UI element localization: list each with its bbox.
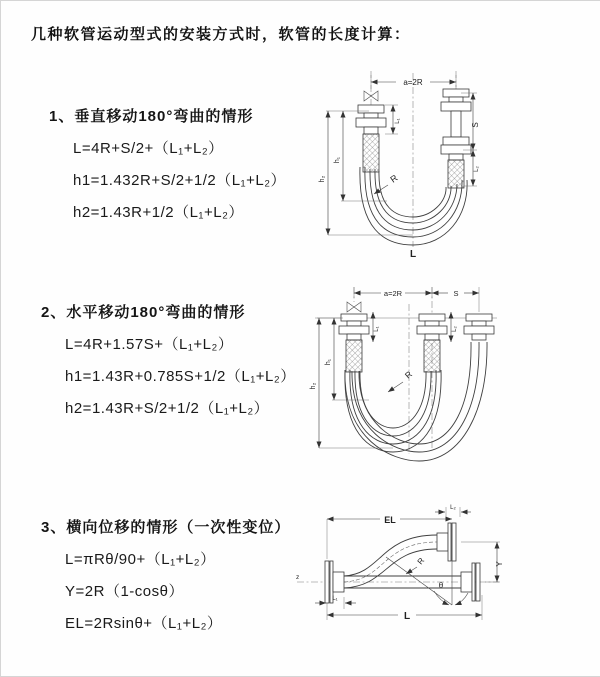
upper-right-flange-moved (437, 523, 456, 561)
dimension-a-2r (354, 287, 432, 298)
dimension-l1 (385, 105, 401, 134)
dimension-a-2r (371, 75, 456, 89)
page-title: 几种软管运动型式的安装方式时，软管的长度计算： (31, 26, 411, 43)
dimension-l2 (435, 505, 471, 517)
section-2-formula-L: L=4R+1.57S+（L₁+L₂） (65, 336, 234, 353)
radius-leader (374, 172, 400, 194)
label-theta: θ (438, 581, 444, 590)
label-s: S (453, 289, 459, 298)
braided-hose-section (424, 340, 440, 372)
label-l-total: L (409, 249, 417, 260)
label-s: S (471, 122, 480, 128)
braided-hose-section (346, 340, 362, 372)
radius-leader (406, 556, 426, 574)
dimension-s (432, 287, 479, 312)
dimension-l1 (315, 596, 356, 609)
label-l2: L₂ (452, 326, 458, 332)
label-h2: h₂ (310, 382, 317, 390)
dimension-l2 (451, 312, 458, 342)
label-h1: h₁ (325, 358, 332, 366)
left-end-fitting (339, 314, 369, 372)
section-3-heading: 3、横向位移的情形（一次性变位） (41, 519, 291, 536)
section-1-formula-h2: h2=1.43R+1/2（L₁+L₂） (73, 204, 244, 221)
label-l1: L₁ (395, 118, 401, 124)
section-3-formula-L: L=πRθ/90+（L₁+L₂） (65, 551, 216, 568)
label-h1: h₁ (334, 156, 341, 164)
label-r: R (415, 556, 427, 567)
section-3-formula-EL: EL=2Rsinθ+（L₁+L₂） (65, 615, 223, 632)
dimension-l1 (373, 312, 380, 342)
section-lateral-displacement (41, 516, 290, 633)
right-end-fitting-moved (464, 314, 494, 340)
section-2-formula-h1: h1=1.43R+0.785S+1/2（L₁+L₂） (65, 368, 296, 385)
label-a-2r: a=2R (383, 289, 403, 298)
section-2-formula-h2: h2=1.43R+S/2+1/2（L₁+L₂） (65, 400, 270, 417)
label-l-total: L (403, 611, 411, 622)
label-l1: L₁ (374, 326, 380, 332)
radius-leader (388, 369, 414, 392)
section-1-heading: 1、垂直移动180°弯曲的情形 (49, 108, 254, 125)
label-r: R (402, 368, 414, 381)
dimension-el (327, 515, 452, 559)
centerlines (354, 287, 432, 454)
label-l2: L₂ (450, 505, 456, 511)
right-lower-flange (461, 563, 480, 601)
hose-u-curve-displaced (345, 342, 487, 461)
diagram-vertical-180-bend (313, 65, 598, 265)
label-r: R (388, 172, 400, 185)
section-1-formula-L: L=4R+S/2+（L₁+L₂） (73, 140, 224, 157)
label-l1: L₁ (332, 596, 338, 602)
section-vertical-180-bend (49, 105, 286, 222)
diagram-lateral-displacement (294, 497, 599, 662)
dimension-l (327, 595, 482, 622)
section-1-formula-h1: h1=1.432R+S/2+1/2（L₁+L₂） (73, 172, 287, 189)
braided-hose-section (363, 134, 379, 172)
section-3-formula-Y: Y=2R（1-cosθ） (65, 583, 184, 600)
label-z: z (296, 574, 300, 581)
right-end-fitting (441, 89, 471, 188)
left-end-fitting (356, 105, 386, 172)
section-2-heading: 2、水平移动180°弯曲的情形 (41, 304, 246, 321)
dimension-l2 (464, 150, 480, 186)
label-y: Y (495, 561, 504, 567)
label-el: EL (384, 515, 396, 525)
label-h2: h₂ (319, 175, 326, 183)
centerlines (371, 71, 456, 247)
diagram-horizontal-180-bend (307, 282, 597, 467)
label-l2: L₂ (474, 166, 480, 172)
valve-icon (347, 302, 361, 312)
middle-end-fitting (417, 314, 447, 372)
section-horizontal-180-bend (41, 301, 296, 418)
label-a-2r: a=2R (403, 78, 423, 87)
